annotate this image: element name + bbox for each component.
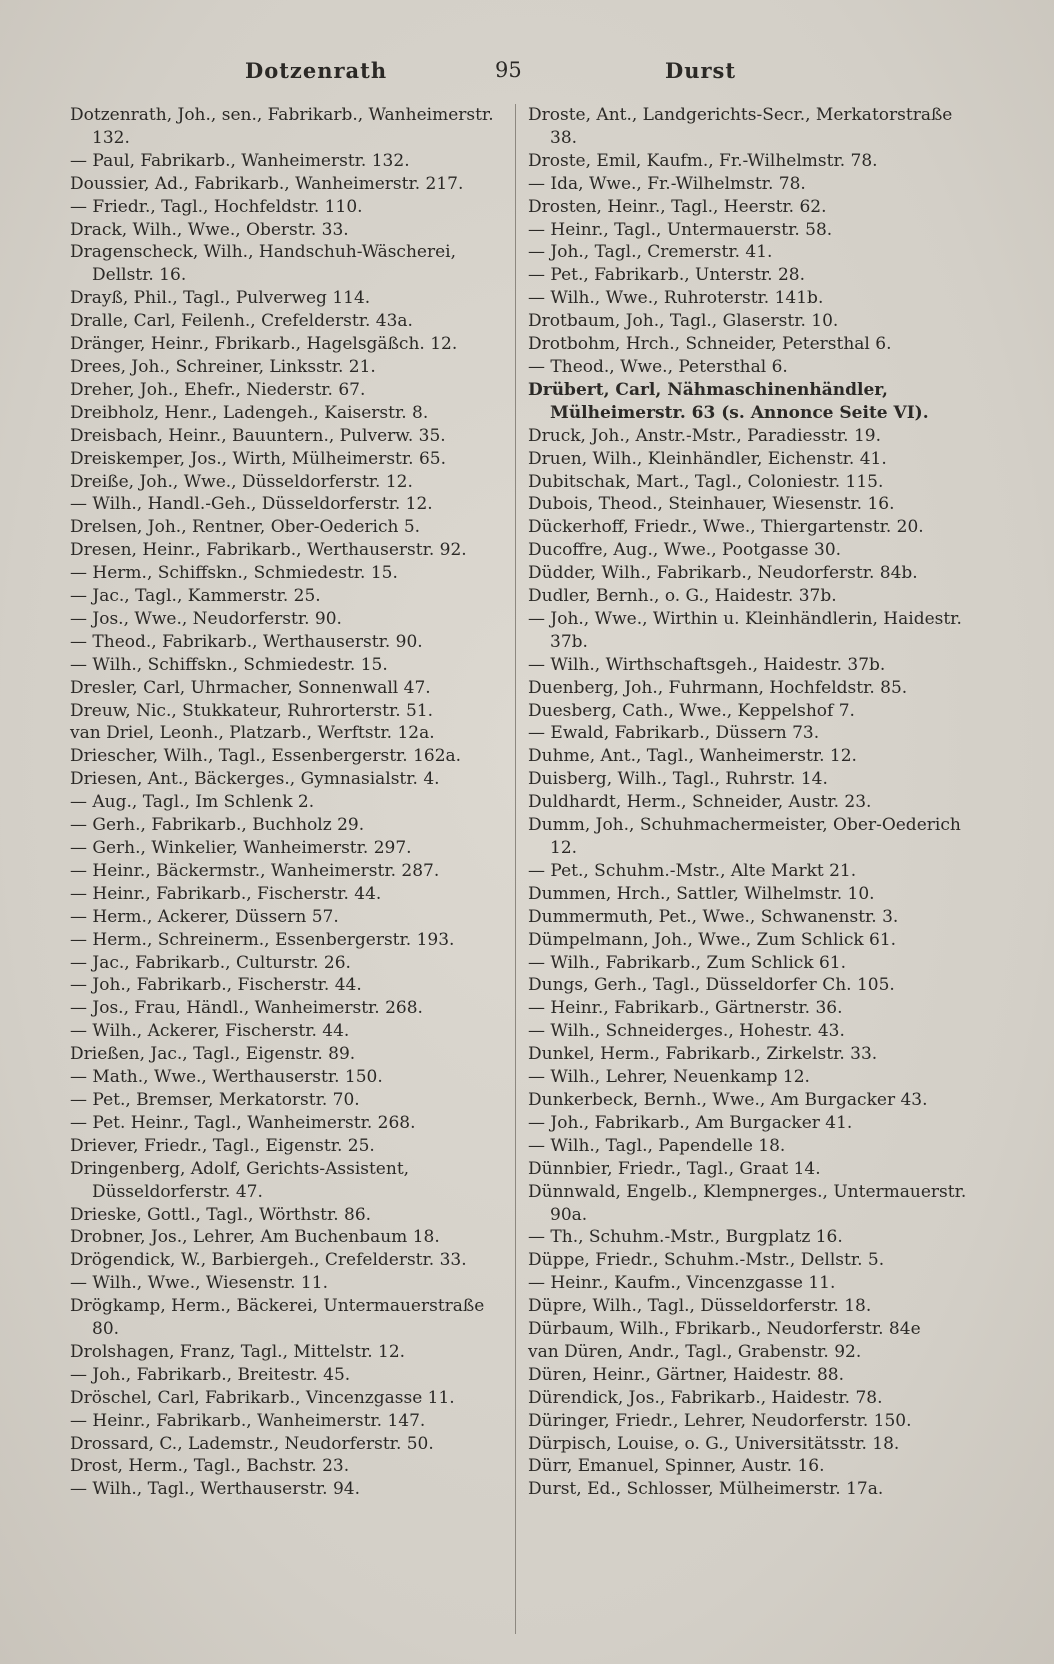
right-column bbox=[528, 104, 980, 1501]
directory-entry: Druen, Wilh., Kleinhändler, Eichenstr. 41. bbox=[528, 448, 887, 469]
directory-entry: Dumm, Joh., Schuhmachermeister, Ober-Oederich 12. bbox=[528, 815, 961, 858]
directory-entry: — Heinr., Fabrikarb., Gärtnerstr. 36. bbox=[528, 998, 843, 1019]
directory-entry: Dreisbach, Heinr., Bauuntern., Pulverw. 35. bbox=[70, 425, 446, 446]
directory-entry: — Joh., Wwe., Wirthin u. Kleinhändlerin, Haidestr. 37b. bbox=[528, 608, 962, 652]
directory-entry: — Jac., Tagl., Kammerstr. 25. bbox=[70, 586, 321, 607]
directory-entry: — Jos., Frau, Händl., Wanheimerstr. 268. bbox=[70, 998, 423, 1019]
directory-entry: — Wilh., Fabrikarb., Zum Schlick 61. bbox=[528, 952, 847, 973]
directory-entry: Dotzenrath, Joh., sen., Fabrikarb., Wanheimerstr. 132. bbox=[70, 105, 494, 148]
directory-entry: Dummen, Hrch., Sattler, Wilhelmstr. 10. bbox=[528, 883, 875, 904]
directory-entry: Doussier, Ad., Fabrikarb., Wanheimerstr. 217. bbox=[70, 173, 464, 194]
directory-entry: Drögkamp, Herm., Bäckerei, Untermauerstraße 80. bbox=[70, 1296, 485, 1340]
directory-entry: Duldhardt, Herm., Schneider, Austr. 23. bbox=[528, 792, 872, 813]
directory-entry: Druck, Joh., Anstr.-Mstr., Paradiesstr. 19. bbox=[528, 425, 881, 446]
directory-entry: Dümpelmann, Joh., Wwe., Zum Schlick 61. bbox=[528, 929, 897, 950]
directory-entry: — Gerh., Fabrikarb., Buchholz 29. bbox=[70, 815, 365, 836]
directory-entry: Dralle, Carl, Feilenh., Crefelderstr. 43a. bbox=[70, 311, 413, 332]
directory-entry: Drolshagen, Franz, Tagl., Mittelstr. 12. bbox=[70, 1341, 406, 1362]
directory-entry: Drelsen, Joh., Rentner, Ober-Oederich 5. bbox=[70, 517, 421, 538]
directory-entry: Dreiskemper, Jos., Wirth, Mülheimerstr. 65. bbox=[70, 448, 446, 469]
directory-entry: Driesen, Ant., Bäckerges., Gymnasialstr. 4. bbox=[70, 769, 440, 790]
directory-entry: — Joh., Fabrikarb., Breitestr. 45. bbox=[70, 1364, 351, 1385]
directory-entry: Driescher, Wilh., Tagl., Essenbergerstr. 162a. bbox=[70, 746, 462, 767]
directory-entry: Drost, Herm., Tagl., Bachstr. 23. bbox=[70, 1456, 350, 1477]
directory-entry: Dreibholz, Henr., Ladengeh., Kaiserstr. 8. bbox=[70, 402, 429, 423]
directory-entry: — Wilh., Ackerer, Fischerstr. 44. bbox=[70, 1021, 350, 1042]
directory-entry: Duenberg, Joh., Fuhrmann, Hochfeldstr. 85. bbox=[528, 677, 908, 698]
directory-entry: — Herm., Schiffskn., Schmiedestr. 15. bbox=[70, 563, 398, 584]
directory-entry: — Wilh., Handl.-Geh., Düsseldorferstr. 12. bbox=[70, 494, 433, 515]
directory-entry: — Heinr., Fabrikarb., Fischerstr. 44. bbox=[70, 883, 382, 904]
directory-entry: — Joh., Fabrikarb., Am Burgacker 41. bbox=[528, 1112, 853, 1133]
directory-entry: — Joh., Tagl., Cremerstr. 41. bbox=[528, 242, 773, 263]
directory-entry: — Herm., Schreinerm., Essenbergerstr. 193. bbox=[70, 929, 455, 950]
directory-entry: Dringenberg, Adolf, Gerichts-Assistent, Düsseldorferstr. 47. bbox=[70, 1158, 410, 1202]
directory-entry: Drögendick, W., Barbiergeh., Crefelderstr. 33. bbox=[70, 1250, 467, 1271]
directory-entry: — Wilh., Schiffskn., Schmiedestr. 15. bbox=[70, 654, 388, 675]
directory-entry: — Th., Schuhm.-Mstr., Burgplatz 16. bbox=[528, 1227, 843, 1248]
directory-entry: Dreiße, Joh., Wwe., Düsseldorferstr. 12. bbox=[70, 471, 413, 492]
directory-entry: — Pet., Schuhm.-Mstr., Alte Markt 21. bbox=[528, 860, 857, 881]
header-left-word: Dotzenrath bbox=[245, 58, 388, 83]
directory-entry: Drießen, Jac., Tagl., Eigenstr. 89. bbox=[70, 1044, 356, 1065]
directory-entry: Drosten, Heinr., Tagl., Heerstr. 62. bbox=[528, 196, 827, 217]
directory-entry: Driever, Friedr., Tagl., Eigenstr. 25. bbox=[70, 1135, 375, 1156]
directory-entry: Dummermuth, Pet., Wwe., Schwanenstr. 3. bbox=[528, 906, 899, 927]
directory-entry: Dürr, Emanuel, Spinner, Austr. 16. bbox=[528, 1456, 825, 1477]
directory-entry: — Math., Wwe., Werthauserstr. 150. bbox=[70, 1067, 383, 1088]
directory-entry: Dudler, Bernh., o. G., Haidestr. 37b. bbox=[528, 586, 837, 607]
page-header bbox=[60, 58, 990, 98]
directory-entry: — Ewald, Fabrikarb., Düssern 73. bbox=[528, 723, 820, 744]
directory-entry: Durst, Ed., Schlosser, Mülheimerstr. 17a. bbox=[528, 1479, 884, 1500]
directory-entry: Dürbaum, Wilh., Fbrikarb., Neudorferstr. 84e bbox=[528, 1319, 921, 1340]
directory-entry: Dünnbier, Friedr., Tagl., Graat 14. bbox=[528, 1158, 821, 1179]
directory-entry: Drübert, Carl, Nähmaschinenhändler, Mülheimerstr. 63 (s. Annonce Seite VI). bbox=[528, 379, 929, 423]
directory-entry: — Heinr., Kaufm., Vincenzgasse 11. bbox=[528, 1273, 836, 1294]
directory-entry: Dungs, Gerh., Tagl., Düsseldorfer Ch. 105. bbox=[528, 975, 895, 996]
directory-entry: Düppe, Friedr., Schuhm.-Mstr., Dellstr. 5. bbox=[528, 1250, 885, 1271]
directory-entry: — Wilh., Schneiderges., Hohestr. 43. bbox=[528, 1021, 845, 1042]
directory-entry: Drobner, Jos., Lehrer, Am Buchenbaum 18. bbox=[70, 1227, 440, 1248]
directory-entry: van Düren, Andr., Tagl., Grabenstr. 92. bbox=[528, 1341, 862, 1362]
directory-entry: — Pet., Bremser, Merkatorstr. 70. bbox=[70, 1089, 360, 1110]
directory-entry: — Gerh., Winkelier, Wanheimerstr. 297. bbox=[70, 838, 412, 858]
directory-entry: Drees, Joh., Schreiner, Linksstr. 21. bbox=[70, 356, 376, 377]
directory-entry: — Jac., Fabrikarb., Culturstr. 26. bbox=[70, 952, 351, 973]
directory-entry: Dünnwald, Engelb., Klempnerges., Untermauerstr. 90a. bbox=[528, 1181, 967, 1225]
directory-entry: Drieske, Gottl., Tagl., Wörthstr. 86. bbox=[70, 1204, 372, 1225]
directory-entry: — Theod., Fabrikarb., Werthauserstr. 90. bbox=[70, 631, 423, 652]
directory-entry: Drack, Wilh., Wwe., Oberstr. 33. bbox=[70, 219, 349, 240]
directory-entry: — Ida, Wwe., Fr.-Wilhelmstr. 78. bbox=[528, 173, 806, 194]
directory-entry: Drotbohm, Hrch., Schneider, Petersthal 6. bbox=[528, 334, 892, 355]
directory-entry: Düren, Heinr., Gärtner, Haidestr. 88. bbox=[528, 1364, 845, 1385]
directory-entry: — Heinr., Tagl., Untermauerstr. 58. bbox=[528, 219, 833, 240]
directory-entry: Düpre, Wilh., Tagl., Düsseldorferstr. 18. bbox=[528, 1296, 872, 1317]
left-column bbox=[70, 104, 500, 1501]
header-right-word: Durst bbox=[665, 58, 737, 83]
directory-entry: — Wilh., Wwe., Ruhroterstr. 141b. bbox=[528, 288, 824, 309]
directory-entry: — Wilh., Tagl., Papendelle 18. bbox=[528, 1135, 786, 1156]
directory-entry: Dubitschak, Mart., Tagl., Coloniestr. 115. bbox=[528, 471, 884, 492]
directory-entry: Dubois, Theod., Steinhauer, Wiesenstr. 16. bbox=[528, 494, 895, 515]
directory-entry: — Pet., Fabrikarb., Unterstr. 28. bbox=[528, 265, 806, 286]
directory-entry: Droste, Ant., Landgerichts-Secr., Merkatorstraße 38. bbox=[528, 105, 953, 148]
directory-entry: — Wilh., Tagl., Werthauserstr. 94. bbox=[70, 1479, 361, 1500]
directory-entry: Dröschel, Carl, Fabrikarb., Vincenzgasse 11. bbox=[70, 1387, 455, 1408]
directory-entry: Drotbaum, Joh., Tagl., Glaserstr. 10. bbox=[528, 311, 839, 332]
directory-entry: Duesberg, Cath., Wwe., Keppelshof 7. bbox=[528, 700, 855, 721]
directory-entry: Dreher, Joh., Ehefr., Niederstr. 67. bbox=[70, 379, 366, 400]
directory-entry: Düringer, Friedr., Lehrer, Neudorferstr. 150. bbox=[528, 1410, 912, 1431]
directory-entry: — Heinr., Bäckermstr., Wanheimerstr. 287. bbox=[70, 860, 440, 881]
directory-entry: — Herm., Ackerer, Düssern 57. bbox=[70, 906, 339, 927]
directory-entry: Duisberg, Wilh., Tagl., Ruhrstr. 14. bbox=[528, 769, 828, 790]
directory-entry: — Wilh., Wirthschaftsgeh., Haidestr. 37b. bbox=[528, 654, 886, 675]
directory-entry: van Driel, Leonh., Platzarb., Werftstr. 12a. bbox=[70, 723, 435, 744]
directory-entry: Dränger, Heinr., Fbrikarb., Hagelsgäßch. 12. bbox=[70, 334, 458, 355]
directory-entry: Dresler, Carl, Uhrmacher, Sonnenwall 47. bbox=[70, 677, 431, 698]
page-number: 95 bbox=[495, 58, 522, 82]
directory-entry: — Jos., Wwe., Neudorferstr. 90. bbox=[70, 608, 342, 629]
directory-entry: — Joh., Fabrikarb., Fischerstr. 44. bbox=[70, 975, 362, 996]
directory-entry: — Friedr., Tagl., Hochfeldstr. 110. bbox=[70, 196, 363, 217]
directory-entry: Dürpisch, Louise, o. G., Universitätsstr. 18. bbox=[528, 1433, 900, 1454]
directory-entry: — Wilh., Wwe., Wiesenstr. 11. bbox=[70, 1273, 328, 1294]
directory-entry: — Pet. Heinr., Tagl., Wanheimerstr. 268. bbox=[70, 1112, 416, 1133]
directory-entry: — Paul, Fabrikarb., Wanheimerstr. 132. bbox=[70, 150, 410, 171]
directory-entry: Düdder, Wilh., Fabrikarb., Neudorferstr. 84b. bbox=[528, 563, 918, 584]
directory-entry: Drayß, Phil., Tagl., Pulverweg 114. bbox=[70, 288, 371, 309]
directory-entry: Drossard, C., Lademstr., Neudorferstr. 50. bbox=[70, 1433, 434, 1454]
directory-entry: Dresen, Heinr., Fabrikarb., Werthauserstr. 92. bbox=[70, 540, 467, 561]
directory-entry: Droste, Emil, Kaufm., Fr.-Wilhelmstr. 78. bbox=[528, 150, 878, 171]
directory-entry: Dreuw, Nic., Stukkateur, Ruhrorterstr. 51. bbox=[70, 700, 434, 721]
directory-entry: Dragenscheck, Wilh., Handschuh-Wäscherei, Dellstr. 16. bbox=[70, 242, 456, 286]
directory-entry: Dunkerbeck, Bernh., Wwe., Am Burgacker 43. bbox=[528, 1089, 928, 1110]
directory-entry: Dückerhoff, Friedr., Wwe., Thiergartenstr. 20. bbox=[528, 517, 924, 538]
directory-entry: Dunkel, Herm., Fabrikarb., Zirkelstr. 33. bbox=[528, 1044, 878, 1065]
directory-entry: Ducoffre, Aug., Wwe., Pootgasse 30. bbox=[528, 540, 842, 561]
directory-entry: — Theod., Wwe., Petersthal 6. bbox=[528, 356, 788, 377]
directory-entry: — Heinr., Fabrikarb., Wanheimerstr. 147. bbox=[70, 1410, 426, 1431]
directory-entry: — Aug., Tagl., Im Schlenk 2. bbox=[70, 792, 315, 813]
directory-entry: — Wilh., Lehrer, Neuenkamp 12. bbox=[528, 1067, 810, 1088]
directory-entry: Dürendick, Jos., Fabrikarb., Haidestr. 78. bbox=[528, 1387, 883, 1408]
column-divider bbox=[515, 104, 516, 1634]
directory-entry: Duhme, Ant., Tagl., Wanheimerstr. 12. bbox=[528, 746, 857, 767]
